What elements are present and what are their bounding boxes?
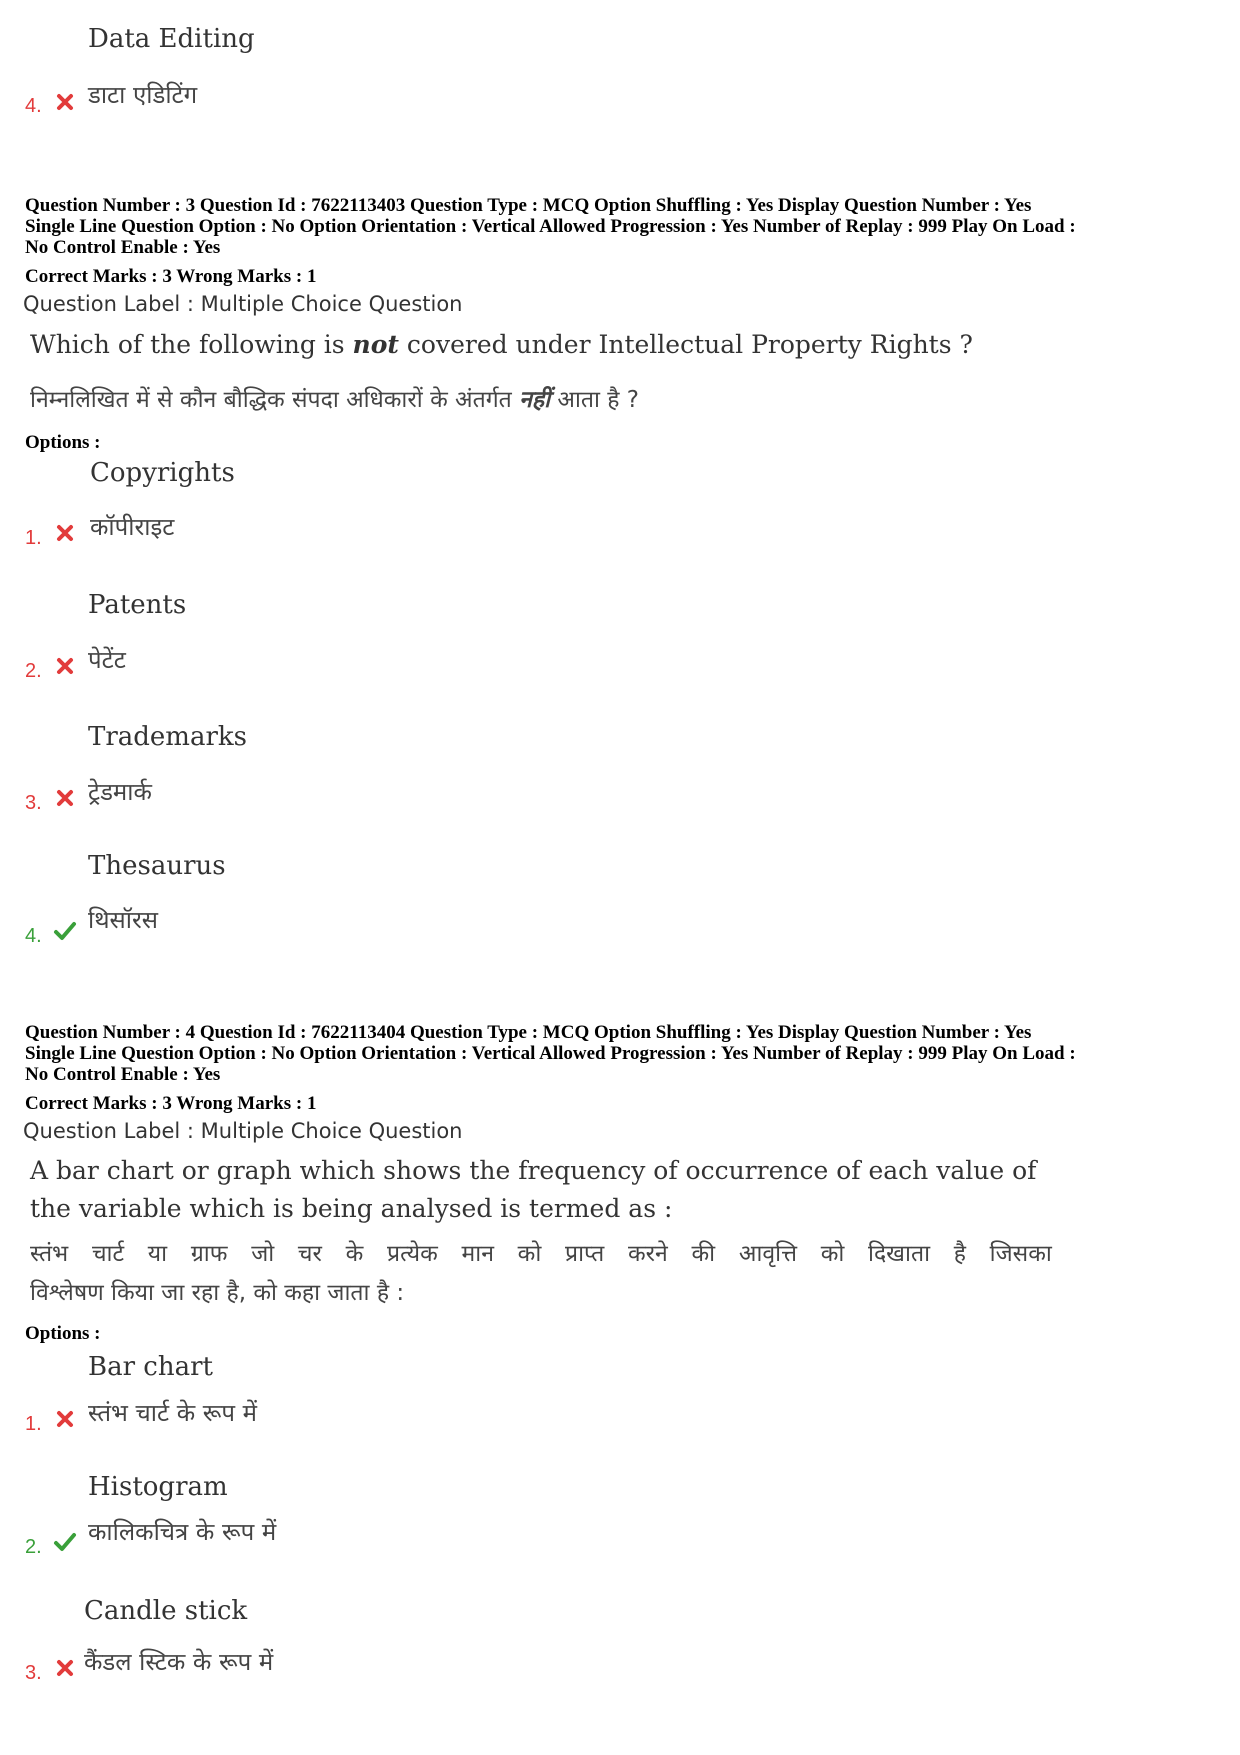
q4-hi-line-1-word: स्तंभ: [30, 1241, 69, 1267]
q3-option-2-number: 2.: [25, 660, 42, 682]
check-icon: [53, 1531, 77, 1553]
q4-hi-line-1-word: जिसका: [989, 1241, 1052, 1267]
q4-hi-line-1-word: करने: [627, 1241, 668, 1267]
q3-marks: Correct Marks : 3 Wrong Marks : 1: [25, 266, 317, 287]
q3-option-3-en: Trademarks: [88, 722, 247, 752]
q4-option-2-hi: कालिकचित्र के रूप में: [88, 1518, 277, 1546]
q4-question-text-hi-line-1: [30, 1236, 1052, 1268]
q4-question-text-en-line-2: the variable which is being analysed is termed as :: [30, 1194, 673, 1223]
q3-option-4-number: 4.: [25, 925, 42, 947]
q4-hi-line-1-word: जो: [251, 1241, 275, 1267]
q4-hi-line-1-word: के: [345, 1241, 364, 1267]
q3-text-en-emphasis: not: [352, 330, 399, 359]
q4-hi-line-1-word: या: [147, 1241, 168, 1267]
cross-icon: [55, 523, 75, 543]
cross-icon: [55, 656, 75, 676]
q3-option-3-number: 3.: [25, 792, 42, 814]
check-icon: [53, 920, 77, 942]
q4-marks: Correct Marks : 3 Wrong Marks : 1: [25, 1093, 317, 1114]
q4-hi-line-1-word: प्राप्त: [565, 1241, 605, 1267]
prev-option-4-en: Data Editing: [88, 24, 255, 54]
q4-hi-line-1-word: चार्ट: [91, 1241, 125, 1267]
q3-question-label: Question Label : Multiple Choice Question: [23, 292, 463, 316]
q4-hi-line-1-word: को: [820, 1241, 845, 1267]
q4-option-3-en: Candle stick: [84, 1596, 248, 1626]
q3-option-2-en: Patents: [88, 590, 187, 620]
q3-meta-line-1: Question Number : 3 Question Id : 7622113403 Question Type : MCQ Option Shuffling : Yes Display Question Number : Yes: [25, 195, 1032, 216]
q3-meta-line-3: No Control Enable : Yes: [25, 237, 221, 258]
q3-option-2-hi: पेटेंट: [88, 646, 126, 674]
q4-options-label: Options :: [25, 1323, 101, 1344]
q4-hi-line-1-word: की: [691, 1241, 716, 1267]
q4-option-2-en: Histogram: [88, 1472, 228, 1502]
q4-hi-line-1-word: आवृत्ति: [738, 1241, 797, 1267]
q3-question-text-hi: [30, 382, 639, 414]
q3-text-en-post: covered under Intellectual Property Rights ?: [398, 330, 973, 359]
cross-icon: [55, 788, 75, 808]
q3-option-4-en: Thesaurus: [88, 851, 226, 881]
q3-text-hi-pre: निम्नलिखित में से कौन बौद्धिक संपदा अधिकारों के अंतर्गत: [30, 387, 520, 413]
q4-meta-line-1: Question Number : 4 Question Id : 7622113404 Question Type : MCQ Option Shuffling : Yes Display Question Number : Yes: [25, 1022, 1032, 1043]
q4-meta-line-2: Single Line Question Option : No Option Orientation : Vertical Allowed Progression : Yes Number of Replay : 999 Play On Load :: [25, 1043, 1076, 1064]
q4-option-1-hi: स्तंभ चार्ट के रूप में: [88, 1399, 258, 1427]
q3-text-hi-emphasis: नहीं: [519, 387, 551, 413]
q3-option-4-hi: थिसॉरस: [88, 906, 159, 934]
q3-options-label: Options :: [25, 432, 101, 453]
q4-option-3-number: 3.: [25, 1662, 42, 1684]
cross-icon: [55, 1409, 75, 1429]
q3-option-1-hi: कॉपीराइट: [90, 513, 175, 541]
q4-hi-line-1-word: ग्राफ: [190, 1241, 228, 1267]
cross-icon: [55, 1658, 75, 1678]
prev-option-4-hi: डाटा एडिटिंग: [88, 81, 198, 109]
cross-icon: [55, 92, 75, 112]
q4-meta-line-3: No Control Enable : Yes: [25, 1064, 221, 1085]
q4-question-text-hi-line-2: विश्लेषण किया जा रहा है, को कहा जाता है :: [30, 1280, 405, 1306]
q4-hi-line-1-word: को: [517, 1241, 542, 1267]
q4-question-label: Question Label : Multiple Choice Question: [23, 1119, 463, 1143]
q4-hi-line-1-word: मान: [461, 1241, 494, 1267]
q3-question-text-en: [30, 330, 973, 359]
q4-option-1-number: 1.: [25, 1413, 42, 1435]
q4-hi-line-1-word: है: [953, 1241, 966, 1267]
q3-option-1-en: Copyrights: [90, 458, 235, 488]
prev-option-4-number: 4.: [25, 95, 42, 117]
q4-option-3-hi: कैंडल स्टिक के रूप में: [84, 1648, 274, 1676]
q4-question-text-en-line-1: A bar chart or graph which shows the frequency of occurrence of each value of: [30, 1156, 1037, 1185]
q4-hi-line-1-word: चर: [297, 1241, 322, 1267]
q3-meta-line-2: Single Line Question Option : No Option Orientation : Vertical Allowed Progression : Yes Number of Replay : 999 Play On Load :: [25, 216, 1076, 237]
q3-text-en-pre: Which of the following is: [30, 330, 353, 359]
q4-hi-line-1-word: प्रत्येक: [387, 1241, 438, 1267]
q3-text-hi-post: आता है ?: [550, 387, 639, 413]
q3-option-3-hi: ट्रेडमार्क: [88, 778, 152, 806]
q4-hi-line-1-word: दिखाता: [868, 1241, 931, 1267]
q3-option-1-number: 1.: [25, 527, 42, 549]
q4-option-2-number: 2.: [25, 1536, 42, 1558]
q4-option-1-en: Bar chart: [88, 1352, 213, 1382]
